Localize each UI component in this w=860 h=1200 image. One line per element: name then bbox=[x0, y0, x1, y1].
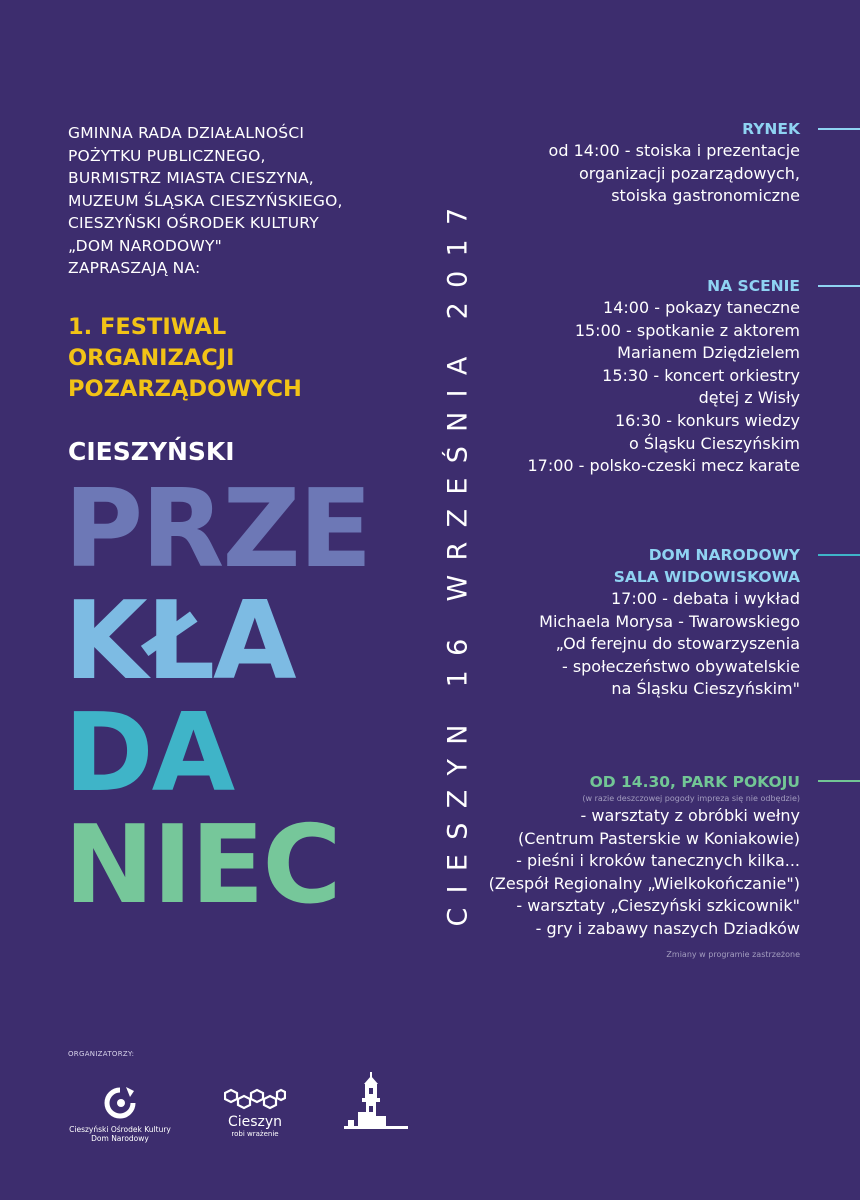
program-line: 14:00 - pokazy taneczne bbox=[603, 298, 800, 317]
festival-line: 1. FESTIWAL bbox=[68, 314, 227, 340]
program-park bbox=[489, 771, 800, 961]
organizers-label: ORGANIZATORZY: bbox=[68, 1050, 135, 1058]
program-scena bbox=[527, 275, 800, 478]
program-dom bbox=[539, 544, 800, 701]
program-line: Marianem Dziędzielem bbox=[617, 343, 800, 363]
program-line: (Centrum Pasterskie w Koniakowie) bbox=[518, 828, 800, 848]
intro-line: „DOM NARODOWY" bbox=[68, 236, 222, 255]
program-line: 17:00 - polsko-czeski mecz karate bbox=[527, 456, 800, 476]
festival-line: POZARZĄDOWYCH bbox=[68, 376, 302, 402]
intro-line: CIESZYŃSKI OŚRODEK KULTURY bbox=[68, 214, 319, 232]
festival-line: ORGANIZACJI bbox=[68, 345, 235, 371]
program-line: - gry i zabawy naszych Dziadków bbox=[535, 918, 800, 938]
program-line: organizacji pozarządowych, bbox=[578, 163, 800, 183]
program-line: 15:30 - koncert orkiestry bbox=[602, 365, 800, 385]
section-subheading: SALA WIDOWISKOWA bbox=[613, 568, 800, 586]
divider-line bbox=[818, 780, 860, 782]
program-line: na Śląsku Cieszyńskim" bbox=[611, 679, 800, 699]
divider-line bbox=[818, 128, 860, 130]
logo2-tagline: robi wrażenie bbox=[231, 1130, 279, 1138]
section-heading: OD 14.30, PARK POKOJU bbox=[589, 773, 800, 791]
program-line: stoiska gastronomiczne bbox=[611, 186, 800, 206]
cok-logo-icon bbox=[100, 1085, 140, 1121]
section-heading: RYNEK bbox=[742, 120, 800, 138]
program-line: o Śląsku Cieszyńskim bbox=[628, 433, 800, 453]
title-word-3: DA bbox=[64, 691, 234, 816]
program-line: 15:00 - spotkanie z aktorem bbox=[574, 320, 800, 340]
intro-line: MUZEUM ŚLĄSKA CIESZYŃSKIEGO, bbox=[68, 191, 343, 210]
museum-tower-logo bbox=[340, 1068, 412, 1144]
cieszyn-hexagons-icon bbox=[224, 1088, 286, 1110]
program-rynek bbox=[549, 118, 800, 208]
logo2-name: Cieszyn bbox=[227, 1114, 283, 1130]
weather-note: (w razie deszczowej pogody impreza się nie odbędzie) bbox=[582, 794, 800, 803]
program-line: od 14:00 - stoiska i prezentacje bbox=[548, 141, 800, 160]
logo-cieszyn bbox=[215, 1088, 295, 1138]
title-word-4: NIEC bbox=[64, 803, 340, 928]
logo1-line2: Dom Narodowy bbox=[91, 1134, 149, 1143]
festival-title bbox=[68, 312, 302, 405]
section-heading: DOM NARODOWY bbox=[648, 546, 800, 564]
program-line: - pieśni i kroków tanecznych kilka... bbox=[516, 851, 800, 871]
program-line: Michaela Morysa - Twarowskiego bbox=[539, 611, 800, 631]
intro-line: GMINNA RADA DZIAŁALNOŚCI bbox=[68, 124, 305, 142]
title-prefix: CIESZYŃSKI bbox=[68, 437, 235, 466]
divider-line bbox=[818, 554, 860, 556]
section-heading: NA SCENIE bbox=[707, 277, 800, 295]
program-line: - warsztaty „Cieszyński szkicownik" bbox=[516, 896, 800, 916]
program-line: (Zespół Regionalny „Wielkokończanie") bbox=[488, 873, 800, 893]
tower-icon bbox=[340, 1068, 412, 1140]
program-line: 17:00 - debata i wykład bbox=[610, 589, 800, 608]
program-line: dętej z Wisły bbox=[698, 388, 800, 408]
program-line: - społeczeństwo obywatelskie bbox=[561, 656, 800, 676]
logo1-line1: Cieszyński Ośrodek Kultury bbox=[69, 1125, 171, 1134]
event-date-vertical: CIESZYN 16 WRZEŚNIA 2017 bbox=[442, 193, 474, 927]
title-word-2: KŁA bbox=[64, 579, 295, 704]
intro-line: ZAPRASZAJĄ NA: bbox=[68, 259, 201, 277]
program-line: „Od ferejnu do stowarzyszenia bbox=[555, 634, 800, 654]
program-line: - warsztaty z obróbki wełny bbox=[580, 806, 800, 825]
divider-line bbox=[818, 285, 860, 287]
program-line: 16:30 - konkurs wiedzy bbox=[615, 410, 800, 430]
title-word-1: PRZE bbox=[64, 467, 371, 592]
intro-line: BURMISTRZ MIASTA CIESZYNA, bbox=[68, 169, 314, 187]
logo-cok-dom-narodowy bbox=[60, 1085, 180, 1143]
intro-text bbox=[68, 122, 408, 280]
intro-line: POŻYTKU PUBLICZNEGO, bbox=[68, 146, 266, 165]
changes-footnote: Zmiany w programie zastrzeżone bbox=[666, 949, 800, 959]
